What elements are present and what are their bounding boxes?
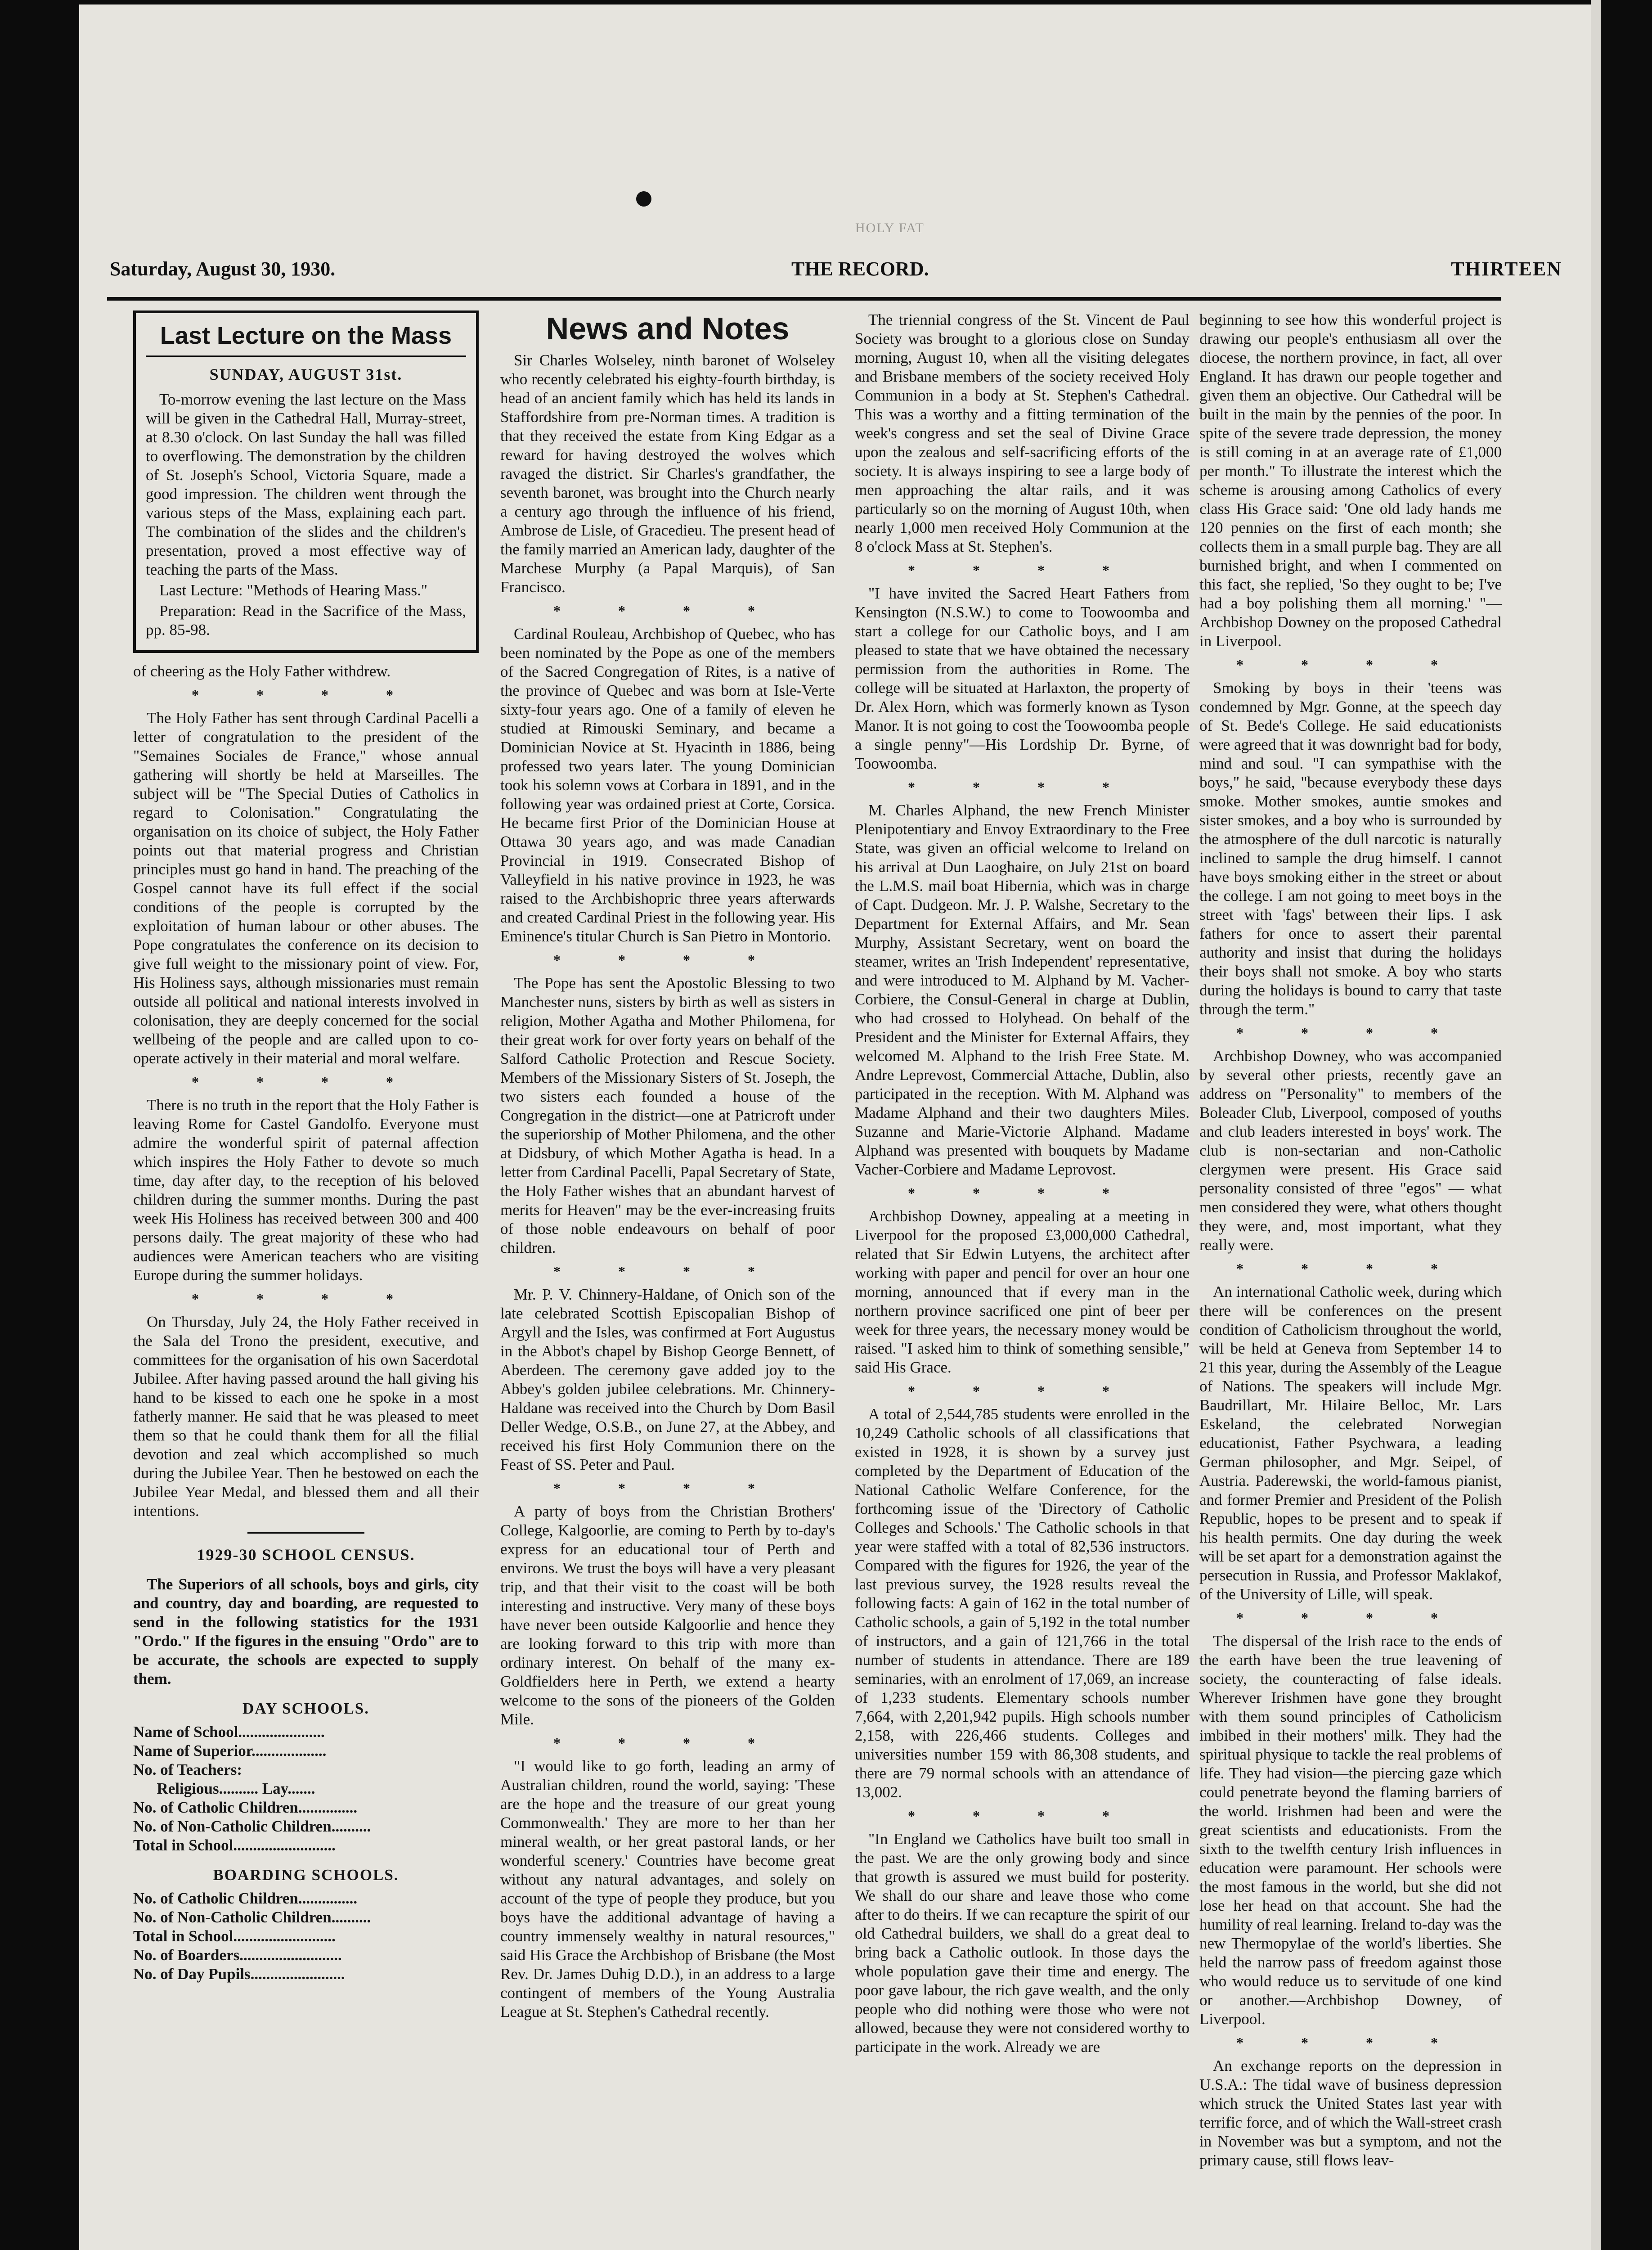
lecture-box-subtitle: SUNDAY, AUGUST 31st. <box>209 365 403 383</box>
section-divider: * * * * <box>1236 1025 1465 1041</box>
lecture-paragraph: Preparation: Read in the Sacrifice of the Mass, pp. 85-98. <box>146 602 466 639</box>
census-form-line: No. of Catholic Children............... <box>133 1890 358 1907</box>
section-divider: * * * * <box>553 603 782 619</box>
section-divider: * * * * <box>1236 2034 1465 2051</box>
census-form-line: No. of Non-Catholic Children.......... <box>133 1908 371 1926</box>
day-schools-title: DAY SCHOOLS. <box>242 1700 370 1717</box>
article-paragraph: "I have invited the Sacred Heart Fathers from Kensington (N.S.W.) to come to Toowoomba and start a college for our Catholic boys, and I am pleased to state that we have obtained the necessary permission from the authorities in Rome. The college will be situated at Harlaxton, the property of Dr. Alex Horn, which was formerly known as Tyson Manor. It is not going to cost the Toowoomba people a single penny"—His Lordship Dr. Byrne, of Toowoomba. <box>855 585 1190 772</box>
article-paragraph: Archbishop Downey, appealing at a meeting in Liverpool for the proposed £3,000,000 Cathedral, related that Sir Edwin Lutyens, the architect after working with paper and pencil for over an hour one morning, announced that if every man in the northern province sacrificed one pint of beer per week for three years, the necessary money would be raised. "I asked him to think of something sensible," said His Grace. <box>855 1207 1190 1376</box>
page-number: THIRTEEN <box>1451 258 1562 280</box>
continued-text: of cheering as the Holy Father withdrew. <box>133 662 391 680</box>
census-title: 1929-30 SCHOOL CENSUS. <box>197 1546 415 1564</box>
article-paragraph: "In England we Catholics have built too small in the past. We are the only growing body and since that growth is assured we must build for posterity. We shall do our share and leave those who come after to do theirs. If we can recapture the spirit of our old Cathedral builders, we shall do a great deal to bring back a Catholic outlook. In those days the whole population gave their time and energy. The poor gave labour, the rich gave wealth, and the only people who did nothing were those who were not allowed, because they were not considered worthy to participate in the work. Already we are <box>855 1830 1190 2056</box>
census-form-line: No. of Catholic Children............... <box>133 1799 358 1816</box>
lecture-paragraph: To-morrow evening the last lecture on the Mass will be given in the Cathedral Hall, Murray-street, at 8.30 o'clock. On last Sunday the hall was filled to overflowing. The demonstration by the children of St. Joseph's School, Victoria Square, made a good impression. The children went through the various steps of the Mass, explaining each part. The combination of the slides and the children's presentation, proved a most effective way of teaching the parts of the Mass. <box>146 391 466 578</box>
article-paragraph: Cardinal Rouleau, Archbishop of Quebec, who has been nominated by the Pope as one of the members of the Sacred Congregation of Rites, is a native of the province of Quebec and was born at Isle-Verte sixty-four years ago. One of a family of eleven he studied at Rimouski Seminary, and became a Dominician Novice at St. Hyacinth in 1886, being professed two years later. The young Dominician took his solemn vows at Corbara in 1891, and in the following year was ordained priest at Corte, Corsica. He became first Prior of the Dominician House at Ottawa 30 years ago, and was made Canadian Provincial in 1919. Consecrated Bishop of Valleyfield in his native province in 1923, he was raised to the Archbishopric three years afterwards and created Cardinal Priest in the following year. His Eminence's titular Church is San Pietro in Montorio. <box>500 625 835 945</box>
census-form-line: Total in School.......................... <box>133 1927 336 1945</box>
column-4 <box>1199 310 1502 2250</box>
census-form-line: Name of School...................... <box>133 1723 325 1741</box>
article-paragraph: There is no truth in the report that the Holy Father is leaving Rome for Castel Gandolfo. Everyone must admire the wonderful spirit of paternal affection which inspires the Holy Father to devote so much time, day after day, to the reception of his beloved children during the summer months. During the past week His Holiness has received between 300 and 400 persons daily. The great majority of these who had audiences were American teachers who are visiting Europe during the summer holidays. <box>133 1096 479 1284</box>
news-and-notes-title: News and Notes <box>546 311 790 346</box>
section-divider: * * * * <box>192 1074 420 1090</box>
section-divider: * * * * <box>553 1735 782 1751</box>
continued-text: beginning to see how this wonderful project is drawing our people's enthusiasm all over the diocese, the northern province, in fact, all over England. It has drawn our people together and given them an objective. Our Cathedral will be built in the main by the pennies of the poor. In spite of the severe trade depression, the money is still coming in at an average rate of £1,000 per month." To illustrate the interest which the scheme is arousing among Catholics of every class His Grace said: 'One old lady hands me 120 pennies on the first of each month; she collects them in a small purple bag. They are all burnished bright, and when I commented on this fact, she replied, 'So they ought to be; I've had a boy polishing them all morning.' "—Archbishop Downey on the proposed Cathedral in Liverpool. <box>1199 311 1502 650</box>
page-edge <box>1591 0 1601 2250</box>
bleed-through-text: HOLY FAT <box>855 220 925 235</box>
census-form-line: No. of Teachers: <box>133 1761 242 1778</box>
article-paragraph: On Thursday, July 24, the Holy Father received in the Sala del Trono the president, executive, and committees for the organisation of his own Sacerdotal Jubilee. After having passed around the hall giving his hand to be kissed to each one he spoke in a most fatherly manner. He said that he was pleased to meet them so that he could thank them for all the filial devotion and zeal which accomplished so much during the Jubilee Year. Then he bestowed on each the Jubilee Year Medal, and blessed them and all their intentions. <box>133 1313 479 1520</box>
article-paragraph: "I would like to go forth, leading an army of Australian children, round the world, saying: 'These are the hope and the treasure of our great young Commonwealth.' They are more to her than her mineral wealth, or her great pastoral lands, or her wonderful scenery.' Countries have become great without any natural advantages, and solely on account of the type of people they produce, but you boys have the additional advantage of having a country immensely wealthy in natural resources," said His Grace the Archbishop of Brisbane (the Most Rev. Dr. James Duhig D.D.), in an address to a large contingent of members of the Young Australia League at St. Stephen's Cathedral recently. <box>500 1757 835 2020</box>
section-divider: * * * * <box>908 1808 1136 1824</box>
section-divider: * * * * <box>192 1291 420 1307</box>
article-paragraph: Mr. P. V. Chinnery-Haldane, of Onich son of the late celebrated Scottish Episcopalian Bishop of Argyll and the Isles, was confirmed at Fort Augustus in the Abbot's chapel by Bishop George Bennett, of Aberdeen. The ceremony gave added joy to the Abbey's golden jubilee celebrations. Mr. Chinnery-Haldane was received into the Church by Dom Basil Deller Wedge, O.S.B., on June 27, at the Abbey, and received his first Holy Communion there on the Feast of SS. Peter and Paul. <box>500 1286 835 1473</box>
section-divider: * * * * <box>553 1480 782 1496</box>
column-1 <box>133 310 479 2250</box>
article-paragraph: The triennial congress of the St. Vincent de Paul Society was brought to a glorious close on Sunday morning, August 10, when all the visiting delegates and Brisbane members of the society received Holy Communion in a body at St. Stephen's Cathedral. This was a worthy and a fitting termination of the week's congress and set the seal of Divine Grace upon the zealous and self-sacrificing efforts of the society. It is always inspiring to see a large body of men approaching the altar rails, and it was particularly so on the morning of August 10th, when nearly 1,000 men received Holy Communion at the 8 o'clock Mass at St. Stephen's. <box>855 311 1190 555</box>
section-divider: * * * * <box>908 1383 1136 1399</box>
section-divider: * * * * <box>553 1263 782 1279</box>
header-rule <box>107 297 1501 301</box>
section-divider: * * * * <box>1236 657 1465 673</box>
section-divider: * * * * <box>908 1185 1136 1201</box>
article-paragraph: Smoking by boys in their 'teens was condemned by Mgr. Gonne, at the speech day of St. Bede's College. He said educationists were agreed that it was downright bad for body, mind and soul. "I can sympathise with the boys," he said, "because everybody these days smoke. Mother smokes, auntie smokes and sister smokes, and a boy who is surrounded by the atmosphere of the dull narcotic is naturally inclined to sample the drug himself. I cannot have boys smoking either in the street or about the college. I am not going to meet boys in the street with 'fags' between their lips. I ask fathers for once to assert their parental authority and insist that during the holidays their boys shall not smoke. A boy who starts during the holidays is bound to carry that taste through the term." <box>1199 679 1502 1018</box>
lecture-box-title: Last Lecture on the Mass <box>146 322 466 357</box>
lecture-paragraph: Last Lecture: "Methods of Hearing Mass." <box>159 581 428 599</box>
ink-spot <box>636 191 651 207</box>
page-header <box>110 252 1562 288</box>
census-intro: The Superiors of all schools, boys and girls, city and country, day and boarding, are requested to send in the following statistics for the 1931 "Ordo." If the figures in the ensuing "Ordo" are to be accurate, the schools are expected to supply them. <box>133 1575 479 1688</box>
article-paragraph: An exchange reports on the depression in U.S.A.: The tidal wave of business depression which struck the United States last year with terrific force, and of which the Wall-street crash in November was but a symptom, and not the primary cause, still flows leav- <box>1199 2057 1502 2169</box>
census-form-line: Total in School.......................... <box>133 1836 336 1854</box>
article-paragraph: A total of 2,544,785 students were enrolled in the 10,249 Catholic schools of all classifications that existed in 1928, it is shown by a survey just completed by the Department of Education of the National Catholic Welfare Conference, for the forthcoming issue of the 'Directory of Catholic Colleges and Schools.' The Catholic schools in that year were staffed with a total of 82,536 instructors. Compared with the figures for 1926, the year of the last previous survey, the 1928 results reveal the following facts: A gain of 162 in the total number of Catholic schools, a gain of 5,192 in the total number of instructors, and a gain of 121,766 in the total number of students in attendance. There are 189 seminaries, with an enrolment of 17,069, an increase of 1,233 students. Elementary schools number 7,664, with 2,201,942 pupils. High schools number 2,158, with 226,466 students. Colleges and universities number 159 with 86,308 students, and there are 79 normal schools with an attendance of 13,002. <box>855 1405 1190 1801</box>
article-paragraph: A party of boys from the Christian Brothers' College, Kalgoorlie, are coming to Perth by to-day's express for an educational tour of Perth and environs. We trust the boys will have a very pleasant trip, and that their visit to the coast will be both interesting and instructive. Very many of these boys have never been outside Kalgoorlie and hence they are looking forward to this trip with more than ordinary interest. On behalf of the many ex-Goldfielders here in Perth, we extend a hearty welcome to the sons of the pioneers of the Golden Mile. <box>500 1503 835 1728</box>
masthead-title: THE RECORD. <box>791 258 929 280</box>
section-divider: * * * * <box>908 562 1136 578</box>
article-paragraph: The Pope has sent the Apostolic Blessing to two Manchester nuns, sisters by birth as well as sisters in religion, Mother Agatha and Mother Philomena, for their great work for over forty years on behalf of the Salford Catholic Protection and Rescue Society. Members of the Missionary Sisters of St. Joseph, the two sisters each founded a house of the Congregation in the district—one at Patricroft under the superiorship of Mother Philomena, and the other at Didsbury, of which Mother Agatha is head. In a letter from Cardinal Pacelli, Papal Secretary of State, the Holy Father wishes that an abundant harvest of merits for Heaven" may be the ever-increasing fruits of those noble endeavours on behalf of poor children. <box>500 974 835 1256</box>
article-paragraph: An international Catholic week, during which there will be conferences on the present condition of Catholicism throughout the world, will be held at Geneva from September 14 to 21 this year, during the Assembly of the League of Nations. The speakers will include Mgr. Baudrillart, Mr. Hilaire Belloc, Mr. Lars Eskeland, the celebrated Norwegian educationist, Father Psychwara, a leading German philosopher, and Mgr. Seipel, of Austria. Paderewski, the world-famous pianist, and former Premier and President of the Polish Republic, hopes to be present and to speak if his health permits. One day during the week will be set apart for a demonstration against the persecution in Russia, and Professor Maklakof, of the University of Lille, will speak. <box>1199 1283 1502 1603</box>
article-paragraph: The dispersal of the Irish race to the ends of the earth have been the true leavening of society, the counteracting of false ideals. Wherever Irishmen have gone they brought with them sound principles of Catholicism imbibed in their mothers' milk. They had the spiritual physique to tackle the real problems of life. They had vision—the piercing gaze which could penetrate beyond the flaming barriers of the world. Irishmen had been and were the great scientists and educationists. From the sixth to the twelfth century Irish influences in education were paramount. Her schools were the most famous in the world, but she did not lose her head on that account. She had the humility of real learning. Ireland to-day was the new Thermopylae of the world's liberties. She held the narrow pass of freedom against those who would reduce us to servitude of one kind or another.—Archbishop Downey, of Liverpool. <box>1199 1632 1502 2028</box>
section-divider: * * * * <box>553 952 782 968</box>
section-rule <box>247 1532 364 1534</box>
boarding-schools-title: BOARDING SCHOOLS. <box>213 1866 399 1884</box>
census-form-line: No. of Non-Catholic Children.......... <box>133 1818 371 1835</box>
article-paragraph: The Holy Father has sent through Cardinal Pacelli a letter of congratulation to the president of the "Semaines Sociales de France," whose annual gathering will shortly be held at Marseilles. The subject will be "The Special Duties of Catholics in regard to Colonisation." Congratulating the organisation on its choice of subject, the Holy Father points out that material progress and Christian principles must go hand in hand. The preaching of the Gospel cannot have its full effect if the social conditions of the people is corrupted by the exploitation of human labour or other abuses. The Pope congratulates the conference on its decision to give full weight to the missionary point of view. For, His Holiness says, although missionaries must remain outside all political and national interests involved in colonisation, they are deeply concerned for the social wellbeing of the people and are called upon to co-operate actively in their material and moral welfare. <box>133 709 479 1067</box>
census-form-line: Name of Superior................... <box>133 1742 327 1760</box>
section-divider: * * * * <box>908 779 1136 795</box>
census-form-line: Religious.......... Lay....... <box>133 1780 315 1797</box>
section-divider: * * * * <box>1236 1610 1465 1626</box>
article-paragraph: Sir Charles Wolseley, ninth baronet of Wolseley who recently celebrated his eighty-fourth birthday, is head of an ancient family which has held its lands in Staffordshire from pre-Norman times. A tradition is that they received the estate from King Edgar as a reward for having destroyed the wolves which ravaged the district. Sir Charles's grandfather, the seventh baronet, was brought into the Church nearly a century ago through the influence of his friend, Ambrose de Lisle, of Gracedieu. The present head of the family married an American lady, daughter of the Marchese Murphy (a Papal Marquis), of San Francisco. <box>500 351 835 596</box>
section-divider: * * * * <box>192 687 420 703</box>
article-paragraph: Archbishop Downey, who was accompanied by several other priests, recently gave an address on "Personality" to members of the Boleader Club, Liverpool, composed of youths and club leaders interested in boys' work. The club is non-sectarian and non-Catholic clergymen were present. His Grace said personality consisted of three "egos" — what men considered they were, what others thought they were, and, most important, what they really were. <box>1199 1047 1502 1254</box>
column-2 <box>500 310 835 2250</box>
census-form-line: No. of Boarders.......................... <box>133 1946 342 1964</box>
issue-date: Saturday, August 30, 1930. <box>110 258 336 280</box>
census-form-line: No. of Day Pupils........................ <box>133 1965 345 1983</box>
section-divider: * * * * <box>1236 1260 1465 1277</box>
article-paragraph: M. Charles Alphand, the new French Minister Plenipotentiary and Envoy Extraordinary to the Free State, was given an official welcome to Ireland on his arrival at Dun Laoghaire, on July 21st on board the L.M.S. mail boat Hibernia, which was in charge of Capt. Dudgeon. Mr. J. P. Walshe, Secretary to the Department for External Affairs, and Mr. Sean Murphy, Assistant Secretary, went on board the steamer, writes an 'Irish Independent' representative, and were introduced to M. Alphand by M. Vacher-Corbiere, the Consul-General in charge at Dublin, who had crossed to Holyhead. On behalf of the President and the Minister for External Affairs, they welcomed M. Alphand to the Irish Free State. M. Andre Leprevost, Commercial Attache, Dublin, also participated in the reception. With M. Alphand was Madame Alphand and their two daughters Miles. Suzanne and Marie-Victorie Alphand. Madame Alphand was presented with bouquets by Madame Vacher-Corbiere and Madame Leprovost. <box>855 801 1190 1178</box>
column-3 <box>855 310 1190 2250</box>
lecture-box <box>133 310 479 653</box>
